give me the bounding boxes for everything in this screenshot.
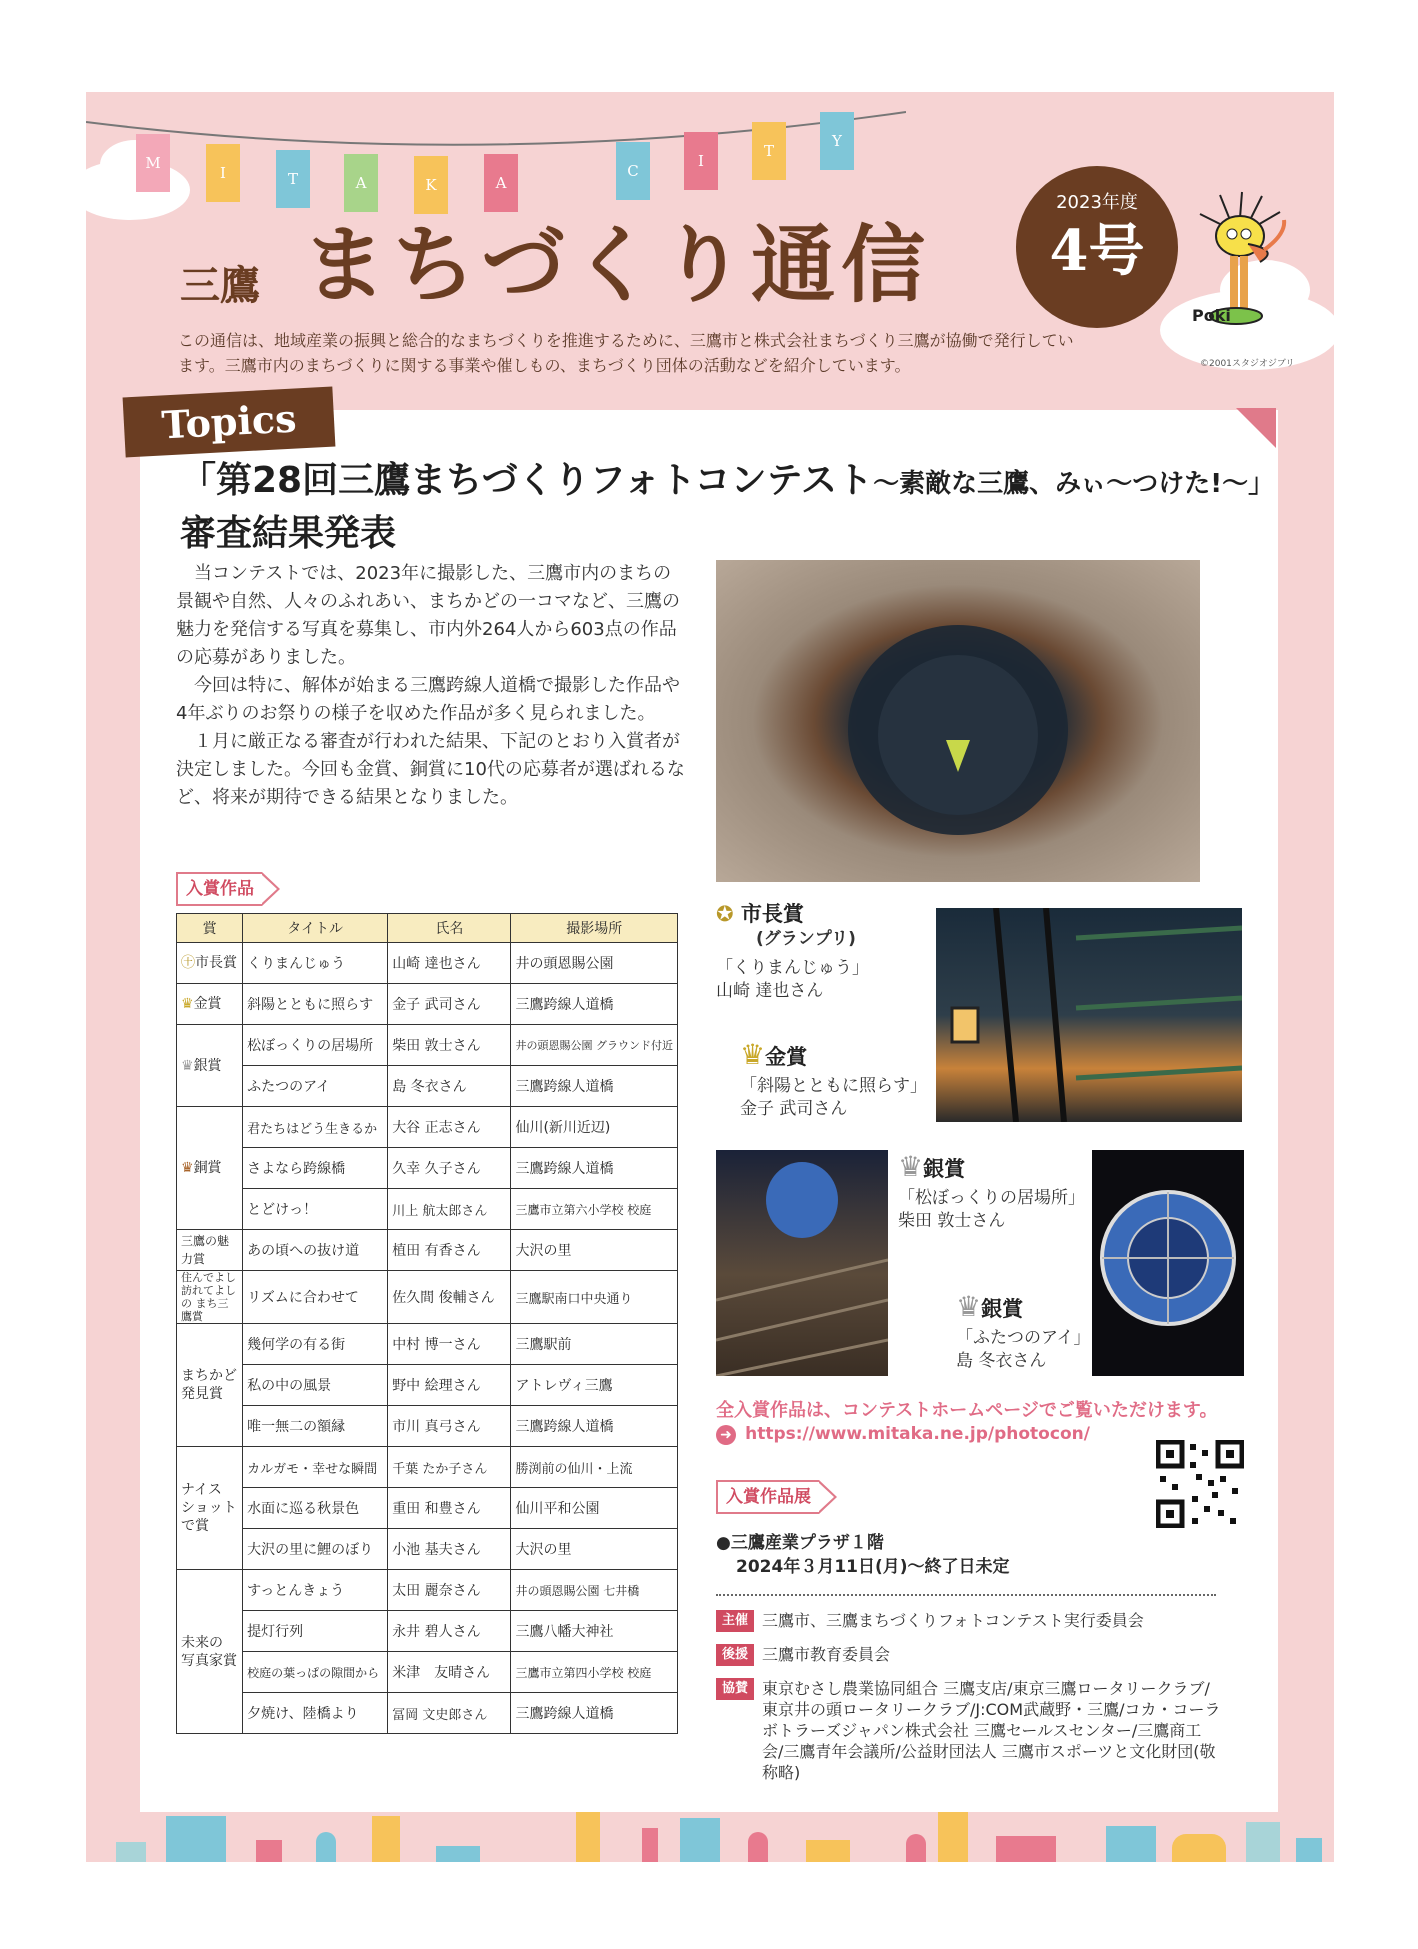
sponsor-text: 三鷹市教育委員会 <box>762 1645 891 1664</box>
cell-place: 大沢の里 <box>511 1230 678 1271</box>
featured-grand <box>716 898 946 1003</box>
building-icon <box>1246 1822 1280 1862</box>
exhibition-place: ●三鷹産業プラザ１階 <box>716 1533 884 1553</box>
award-category: ♛銅賞 <box>177 1107 243 1230</box>
table-row <box>177 943 678 984</box>
sponsor-label: 協賛 <box>716 1678 754 1700</box>
table-row <box>177 1570 678 1611</box>
building-icon <box>642 1828 658 1862</box>
bunting-flag: I <box>206 144 240 202</box>
award-name: 銀賞 <box>923 1157 966 1181</box>
copyright: ©2001スタジオジブリ <box>1200 359 1295 369</box>
table-row <box>177 1271 678 1324</box>
cell-name: 米津 友晴さん <box>388 1652 511 1693</box>
award-category: ♛金賞 <box>177 984 243 1025</box>
cell-place: 三鷹跨線人道橋 <box>511 1693 678 1734</box>
cell-place: 三鷹市立第六小学校 校庭 <box>511 1189 678 1230</box>
qr-code-icon[interactable] <box>1156 1440 1244 1528</box>
award-title: 「くりまんじゅう」 <box>716 958 869 978</box>
building-icon <box>1296 1838 1322 1862</box>
headline <box>180 456 1274 559</box>
cell-title: 夕焼け、陸橋より <box>243 1693 388 1734</box>
cell-place: 井の頭恩賜公園 グラウンド付近 <box>511 1025 678 1066</box>
award-category: 未来の 写真家賞 <box>177 1570 243 1734</box>
featured-silver-1 <box>898 1150 1098 1233</box>
bunting-flag: A <box>484 154 518 212</box>
bunting-flag: I <box>684 132 718 190</box>
table-row <box>177 1189 678 1230</box>
table-row <box>177 1365 678 1406</box>
medal-icon: ✪ <box>716 902 734 926</box>
cell-name: 金子 武司さん <box>388 984 511 1025</box>
photo-silver-2 <box>1092 1150 1244 1376</box>
award-winner: 島 冬衣さん <box>956 1351 1047 1371</box>
cell-title: リズムに合わせて <box>243 1271 388 1324</box>
bunting-flag: M <box>136 134 170 192</box>
award-title: 「ふたつのアイ」 <box>956 1328 1091 1348</box>
cell-name: 永井 碧人さん <box>388 1611 511 1652</box>
cityscape-footer <box>86 1780 1334 1862</box>
column-header: 撮影場所 <box>511 914 678 943</box>
sponsor-text: 三鷹市、三鷹まちづくりフォトコンテスト実行委員会 <box>762 1611 1144 1630</box>
cell-place: 三鷹跨線人道橋 <box>511 1148 678 1189</box>
cell-title: さよなら跨線橋 <box>243 1148 388 1189</box>
bunting-flag: K <box>414 156 448 214</box>
building-icon <box>680 1818 720 1862</box>
bunting-flag: T <box>752 122 786 180</box>
table-row <box>177 1611 678 1652</box>
article-paragraph: １月に厳正なる審査が行われた結果、下記のとおり入賞者が決定しました。今回も金賞、銅賞に10代の応募者が選ばれるなど、将来が期待できる結果となりました。 <box>176 731 685 808</box>
table-row <box>177 1230 678 1271</box>
column-header: タイトル <box>243 914 388 943</box>
cell-place: 井の頭恩賜公園 七井橋 <box>511 1570 678 1611</box>
silver-crown-icon: ♛ <box>181 1057 194 1074</box>
award-title: 「松ぼっくりの居場所」 <box>898 1188 1085 1208</box>
cell-name: 冨岡 文史郎さん <box>388 1693 511 1734</box>
poki-mascot-icon <box>1190 190 1300 350</box>
cell-name: 市川 真弓さん <box>388 1406 511 1447</box>
cell-title: くりまんじゅう <box>243 943 388 984</box>
bronze-crown-icon: ♛ <box>181 1160 194 1176</box>
footbridge-lamp-icon <box>936 908 1242 1122</box>
cell-place: アトレヴィ三鷹 <box>511 1365 678 1406</box>
award-name: 市長賞 <box>740 902 804 926</box>
building-icon <box>938 1812 968 1862</box>
topics-label: Topics <box>123 387 336 458</box>
cell-name: 佐久間 俊輔さん <box>388 1271 511 1324</box>
building-icon <box>1106 1826 1156 1862</box>
cell-name: 中村 博一さん <box>388 1324 511 1365</box>
table-row <box>177 1652 678 1693</box>
cell-title: 私の中の風景 <box>243 1365 388 1406</box>
divider <box>716 1594 1216 1596</box>
arrow-right-icon: ➜ <box>716 1425 736 1445</box>
bunting-flag: Y <box>820 112 854 170</box>
cell-title: あの頃への抜け道 <box>243 1230 388 1271</box>
cell-name: 重田 和豊さん <box>388 1488 511 1529</box>
pinecone-icon <box>716 1150 888 1376</box>
award-name: 金賞 <box>765 1045 808 1069</box>
cell-title: すっとんきょう <box>243 1570 388 1611</box>
cell-title: 大沢の里に鯉のぼり <box>243 1529 388 1570</box>
cell-place: 三鷹跨線人道橋 <box>511 1066 678 1107</box>
cell-name: 植田 有香さん <box>388 1230 511 1271</box>
award-name: 銀賞 <box>981 1297 1024 1321</box>
silver-crown-icon: ♛ <box>898 1150 924 1183</box>
award-category: 三鷹の魅力賞 <box>177 1230 243 1271</box>
tree-icon <box>316 1832 336 1862</box>
issue-number: 4号 <box>1049 218 1145 284</box>
corner-triangle <box>1236 408 1276 448</box>
awards-table <box>176 913 678 1734</box>
cell-title: 君たちはどう生きるか <box>243 1107 388 1148</box>
building-icon <box>576 1812 600 1862</box>
building-icon <box>116 1842 146 1862</box>
cell-place: 三鷹跨線人道橋 <box>511 1406 678 1447</box>
cell-place: 三鷹跨線人道橋 <box>511 984 678 1025</box>
intro-text: この通信は、地域産業の振興と総合的なまちづくりを推進するために、三鷹市と株式会社まちづくり三鷹が協働で発行しています。三鷹市内のまちづくりに関する事業や催しもの、まちづくり団体の活動などを紹介しています。 <box>178 331 1074 375</box>
building-icon <box>806 1840 850 1862</box>
featured-gold <box>740 1038 940 1121</box>
gold-crown-icon: ♛ <box>740 1038 766 1071</box>
all-works-note: 全入賞作品は、コンテストホームページでご覧いただけます。 <box>716 1400 1218 1421</box>
award-title: 「斜陽とともに照らす」 <box>740 1076 927 1096</box>
bunting-flag: C <box>616 142 650 200</box>
cell-place: 三鷹駅南口中央通り <box>511 1271 678 1324</box>
table-row <box>177 1529 678 1570</box>
building-icon <box>166 1816 226 1862</box>
tree-icon <box>1172 1834 1226 1862</box>
issue-badge <box>1016 166 1178 328</box>
cell-place: 仙川(新川近辺) <box>511 1107 678 1148</box>
page-title: まちづくり通信 <box>302 215 932 314</box>
train-icon <box>436 1846 480 1862</box>
grebe-bird-icon <box>716 560 1200 882</box>
cell-name: 柴田 敦士さん <box>388 1025 511 1066</box>
contest-url[interactable]: https://www.mitaka.ne.jp/photocon/ <box>745 1424 1090 1444</box>
silver-crown-icon: ♛ <box>956 1290 982 1323</box>
bunting-flags <box>86 92 906 212</box>
table-row <box>177 1107 678 1148</box>
building-icon <box>996 1836 1056 1862</box>
award-category: ㊉市長賞 <box>177 943 243 984</box>
photo-gold <box>936 908 1242 1122</box>
table-row <box>177 984 678 1025</box>
award-winner: 山崎 達也さん <box>716 981 824 1001</box>
column-header: 賞 <box>177 914 243 943</box>
award-winner: 金子 武司さん <box>740 1099 848 1119</box>
exhibition-dates: 2024年３月11日(月)～終了日未定 <box>736 1557 1010 1577</box>
cell-name: 山崎 達也さん <box>388 943 511 984</box>
table-row <box>177 1066 678 1107</box>
cell-title: 唯一無二の額縁 <box>243 1406 388 1447</box>
exhibition-label: 入賞作品展 <box>716 1480 819 1514</box>
headline-line2: 審査結果発表 <box>180 513 397 554</box>
table-row <box>177 1025 678 1066</box>
cell-title: ふたつのアイ <box>243 1066 388 1107</box>
cell-place: 三鷹駅前 <box>511 1324 678 1365</box>
sponsor-text: 東京むさし農業協同組合 三鷹支店/東京三鷹ロータリークラブ/東京井の頭ロータリークラブ/J:COM武蔵野・三鷹/コカ・コーラボトラーズジャパン株式会社 三鷹セールスセンター/三鷹商工会/三鷹青年会議所/公益財団法人 三鷹市スポーツと文化財団(敬称略) <box>762 1679 1221 1782</box>
bunting-flag: T <box>276 150 310 208</box>
table-row <box>177 1693 678 1734</box>
cell-place: 井の頭恩賜公園 <box>511 943 678 984</box>
photo-grand-prize <box>716 560 1200 882</box>
cell-title: 幾何学の有る街 <box>243 1324 388 1365</box>
cell-title: カルガモ・幸せな瞬間 <box>243 1447 388 1488</box>
sponsor-label: 後援 <box>716 1644 754 1666</box>
cell-name: 島 冬衣さん <box>388 1066 511 1107</box>
building-icon <box>372 1816 400 1862</box>
cell-name: 野中 絵理さん <box>388 1365 511 1406</box>
fisheye-bridge-icon <box>1092 1150 1244 1376</box>
medal-icon: ㊉ <box>181 955 195 971</box>
table-row <box>177 1148 678 1189</box>
article-body <box>176 560 686 812</box>
award-category: ナイス ショット で賞 <box>177 1447 243 1570</box>
cell-title: 校庭の葉っぱの隙間から <box>243 1652 388 1693</box>
headline-line1: 「第28回三鷹まちづくりフォトコンテスト <box>180 460 874 501</box>
column-header: 氏名 <box>388 914 511 943</box>
tree-icon <box>748 1832 768 1862</box>
photo-silver-1 <box>716 1150 888 1376</box>
award-category: まちかど 発見賞 <box>177 1324 243 1447</box>
cell-name: 川上 航太郎さん <box>388 1189 511 1230</box>
cell-title: 斜陽とともに照らす <box>243 984 388 1025</box>
mascot-name: Poki <box>1192 306 1231 325</box>
cell-place: 勝渕前の仙川・上流 <box>511 1447 678 1488</box>
cell-place: 三鷹市立第四小学校 校庭 <box>511 1652 678 1693</box>
cell-name: 太田 麗奈さん <box>388 1570 511 1611</box>
cell-name: 久幸 久子さん <box>388 1148 511 1189</box>
cell-place: 仙川平和公園 <box>511 1488 678 1529</box>
award-category: ♛銀賞 <box>177 1025 243 1107</box>
fiscal-year: 2023年度 <box>1056 192 1138 213</box>
cell-title: 提灯行列 <box>243 1611 388 1652</box>
featured-silver-2 <box>956 1290 1096 1373</box>
article-paragraph: 当コンテストでは、2023年に撮影した、三鷹市内のまちの景観や自然、人々のふれあい、まちかどの一コマなど、三鷹の魅力を発信する写真を募集し、市内外264人から603点の作品の応募がありました。 <box>176 563 680 668</box>
cell-name: 大谷 正志さん <box>388 1107 511 1148</box>
award-winner: 柴田 敦士さん <box>898 1211 1006 1231</box>
cell-name: 千葉 たか子さん <box>388 1447 511 1488</box>
table-header-row <box>177 914 678 943</box>
bunting-flag: A <box>344 154 378 212</box>
cell-title: とどけっ！ <box>243 1189 388 1230</box>
cell-place: 三鷹八幡大神社 <box>511 1611 678 1652</box>
sponsor-label: 主催 <box>716 1610 754 1632</box>
cell-title: 松ぼっくりの居場所 <box>243 1025 388 1066</box>
cell-title: 水面に巡る秋景色 <box>243 1488 388 1529</box>
awards-label: 入賞作品 <box>176 872 262 906</box>
table-row <box>177 1406 678 1447</box>
house-icon <box>256 1840 282 1862</box>
gold-crown-icon: ♛ <box>181 996 194 1012</box>
award-sub: (グランプリ) <box>756 929 856 949</box>
table-row <box>177 1488 678 1529</box>
table-row <box>177 1324 678 1365</box>
contest-url-link[interactable] <box>716 1424 1090 1445</box>
article-paragraph: 今回は特に、解体が始まる三鷹跨線人道橋で撮影した作品や4年ぶりのお祭りの様子を収めた作品が多く見られました。 <box>176 675 680 724</box>
table-row <box>177 1447 678 1488</box>
cell-place: 大沢の里 <box>511 1529 678 1570</box>
title-prefix: 三鷹 <box>180 262 260 309</box>
cell-name: 小池 基夫さん <box>388 1529 511 1570</box>
headline-line1-sub: ～素敵な三鷹、みぃ～つけた!～」 <box>873 469 1275 499</box>
tree-icon <box>906 1834 926 1862</box>
award-category: 住んでよし 訪れてよしの まち三鷹賞 <box>177 1271 243 1324</box>
